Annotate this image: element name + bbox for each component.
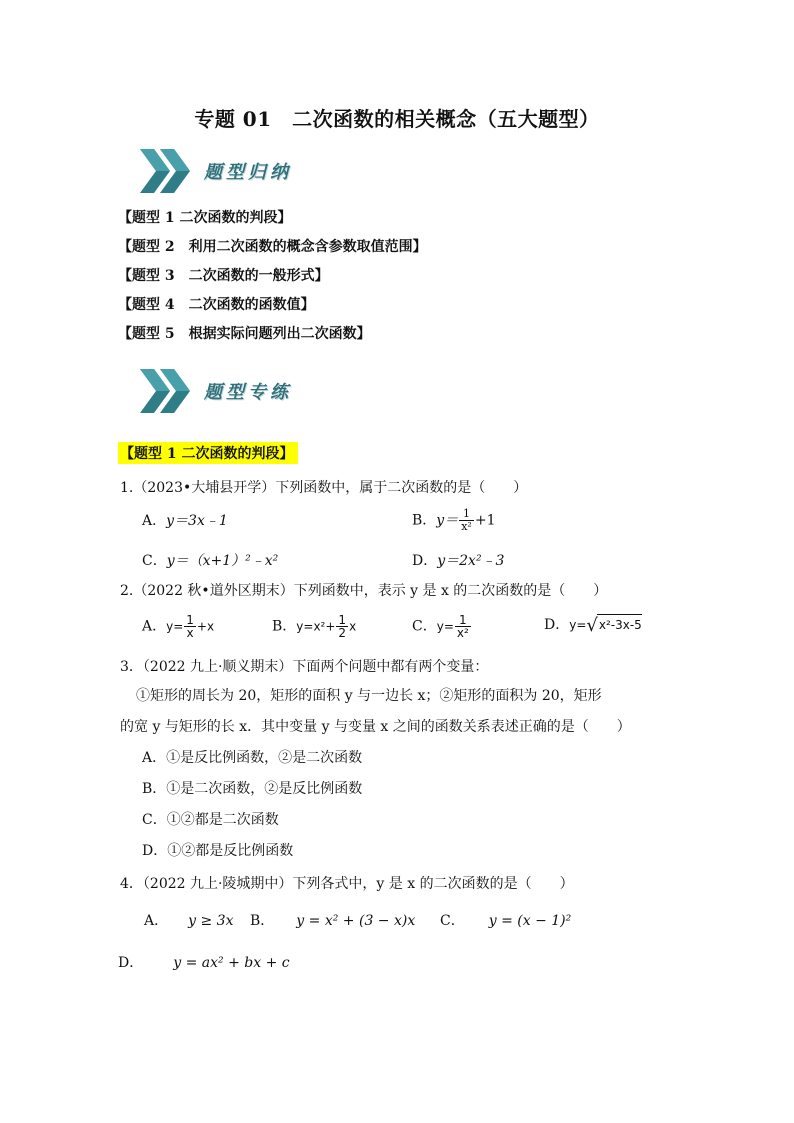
toc-item-2[interactable]: 【题型 2 利用二次函数的概念含参数取值范围】 <box>118 239 427 255</box>
section-banner-summary <box>138 145 338 197</box>
q2-option-a[interactable]: A．y= $\frac{1}{x}$ +x <box>142 613 215 640</box>
banner-practice-text: 题型专练 <box>204 382 292 403</box>
q3-option-b[interactable]: B．①是二次函数，②是反比例函数 <box>142 781 363 797</box>
page-title: 专题 01 二次函数的相关概念（五大题型） <box>194 107 600 131</box>
q4-option-b[interactable]: B． y = x² + (3 − x)x <box>250 913 416 929</box>
toc-item-5[interactable]: 【题型 5 根据实际问题列出二次函数】 <box>118 326 371 342</box>
toc-item-4[interactable]: 【题型 4 二次函数的函数值】 <box>118 297 315 313</box>
fraction: $\frac{1}{\text{x²}}$ <box>456 613 469 640</box>
toc-item-1[interactable]: 【题型 1 二次函数的判段】 <box>118 210 292 226</box>
banner-summary-text: 题型归纳 <box>204 162 292 183</box>
fraction: $\frac{1}{2}$ <box>338 613 347 640</box>
section-heading-1: 【题型 1 二次函数的判段】 <box>118 442 298 464</box>
double-chevron-icon <box>138 365 198 417</box>
q4-option-a[interactable]: A． y ≥ 3x <box>144 913 234 929</box>
q3-stem: 3．（2022 九上·顺义期末）下面两个问题中都有两个变量： <box>120 659 489 675</box>
q4-stem: 4．（2022 九上·陵城期中）下列各式中，y 是 x 的二次函数的是（ ） <box>120 876 574 892</box>
q1-option-b[interactable]: B．y＝ $\frac{1}{\text{x²}}$ +1 <box>412 507 496 533</box>
section-banner-practice <box>138 365 338 417</box>
q4-option-d[interactable]: D． y = ax² + bx + c <box>118 955 290 971</box>
q3-option-a[interactable]: A．①是反比例函数，②是二次函数 <box>142 750 363 766</box>
q1-option-c[interactable]: C．y＝（x+1）²﹣x² <box>142 553 279 569</box>
sqrt-icon: √ <box>586 615 598 636</box>
q1-option-a[interactable]: A．y＝3x﹣1 <box>142 513 228 529</box>
q3-option-d[interactable]: D．①②都是反比例函数 <box>142 843 294 859</box>
q1-option-d[interactable]: D．y＝2x²﹣3 <box>412 553 505 569</box>
double-chevron-icon <box>138 145 198 197</box>
fraction: $\frac{1}{x}$ <box>186 613 194 640</box>
q2-option-c[interactable]: C．y= $\frac{1}{\text{x²}}$ <box>412 613 469 640</box>
q2-option-d[interactable]: D．y=√x²-3x-5 <box>544 615 642 636</box>
q3-body-1: ①矩形的周长为 20，矩形的面积 y 与一边长 x；②矩形的面积为 20，矩形 <box>136 688 602 704</box>
fraction: $\frac{1}{\text{x²}}$ <box>461 507 472 533</box>
q3-option-c[interactable]: C．①②都是二次函数 <box>142 812 279 828</box>
toc-item-3[interactable]: 【题型 3 二次函数的一般形式】 <box>118 268 329 284</box>
q2-option-b[interactable]: B．y=x²+ $\frac{1}{2}$ x <box>272 613 357 640</box>
q4-option-c[interactable]: C． y = (x − 1)² <box>440 913 572 929</box>
q3-body-2: 的宽 y 与矩形的长 x．其中变量 y 与变量 x 之间的函数关系表述正确的是（ ） <box>120 719 631 735</box>
q2-stem: 2.（2022 秋•道外区期末）下列函数中，表示 y 是 x 的二次函数的是（ ） <box>120 583 608 599</box>
q1-stem: 1.（2023•大埔县开学）下列函数中，属于二次函数的是（ ） <box>120 480 528 496</box>
